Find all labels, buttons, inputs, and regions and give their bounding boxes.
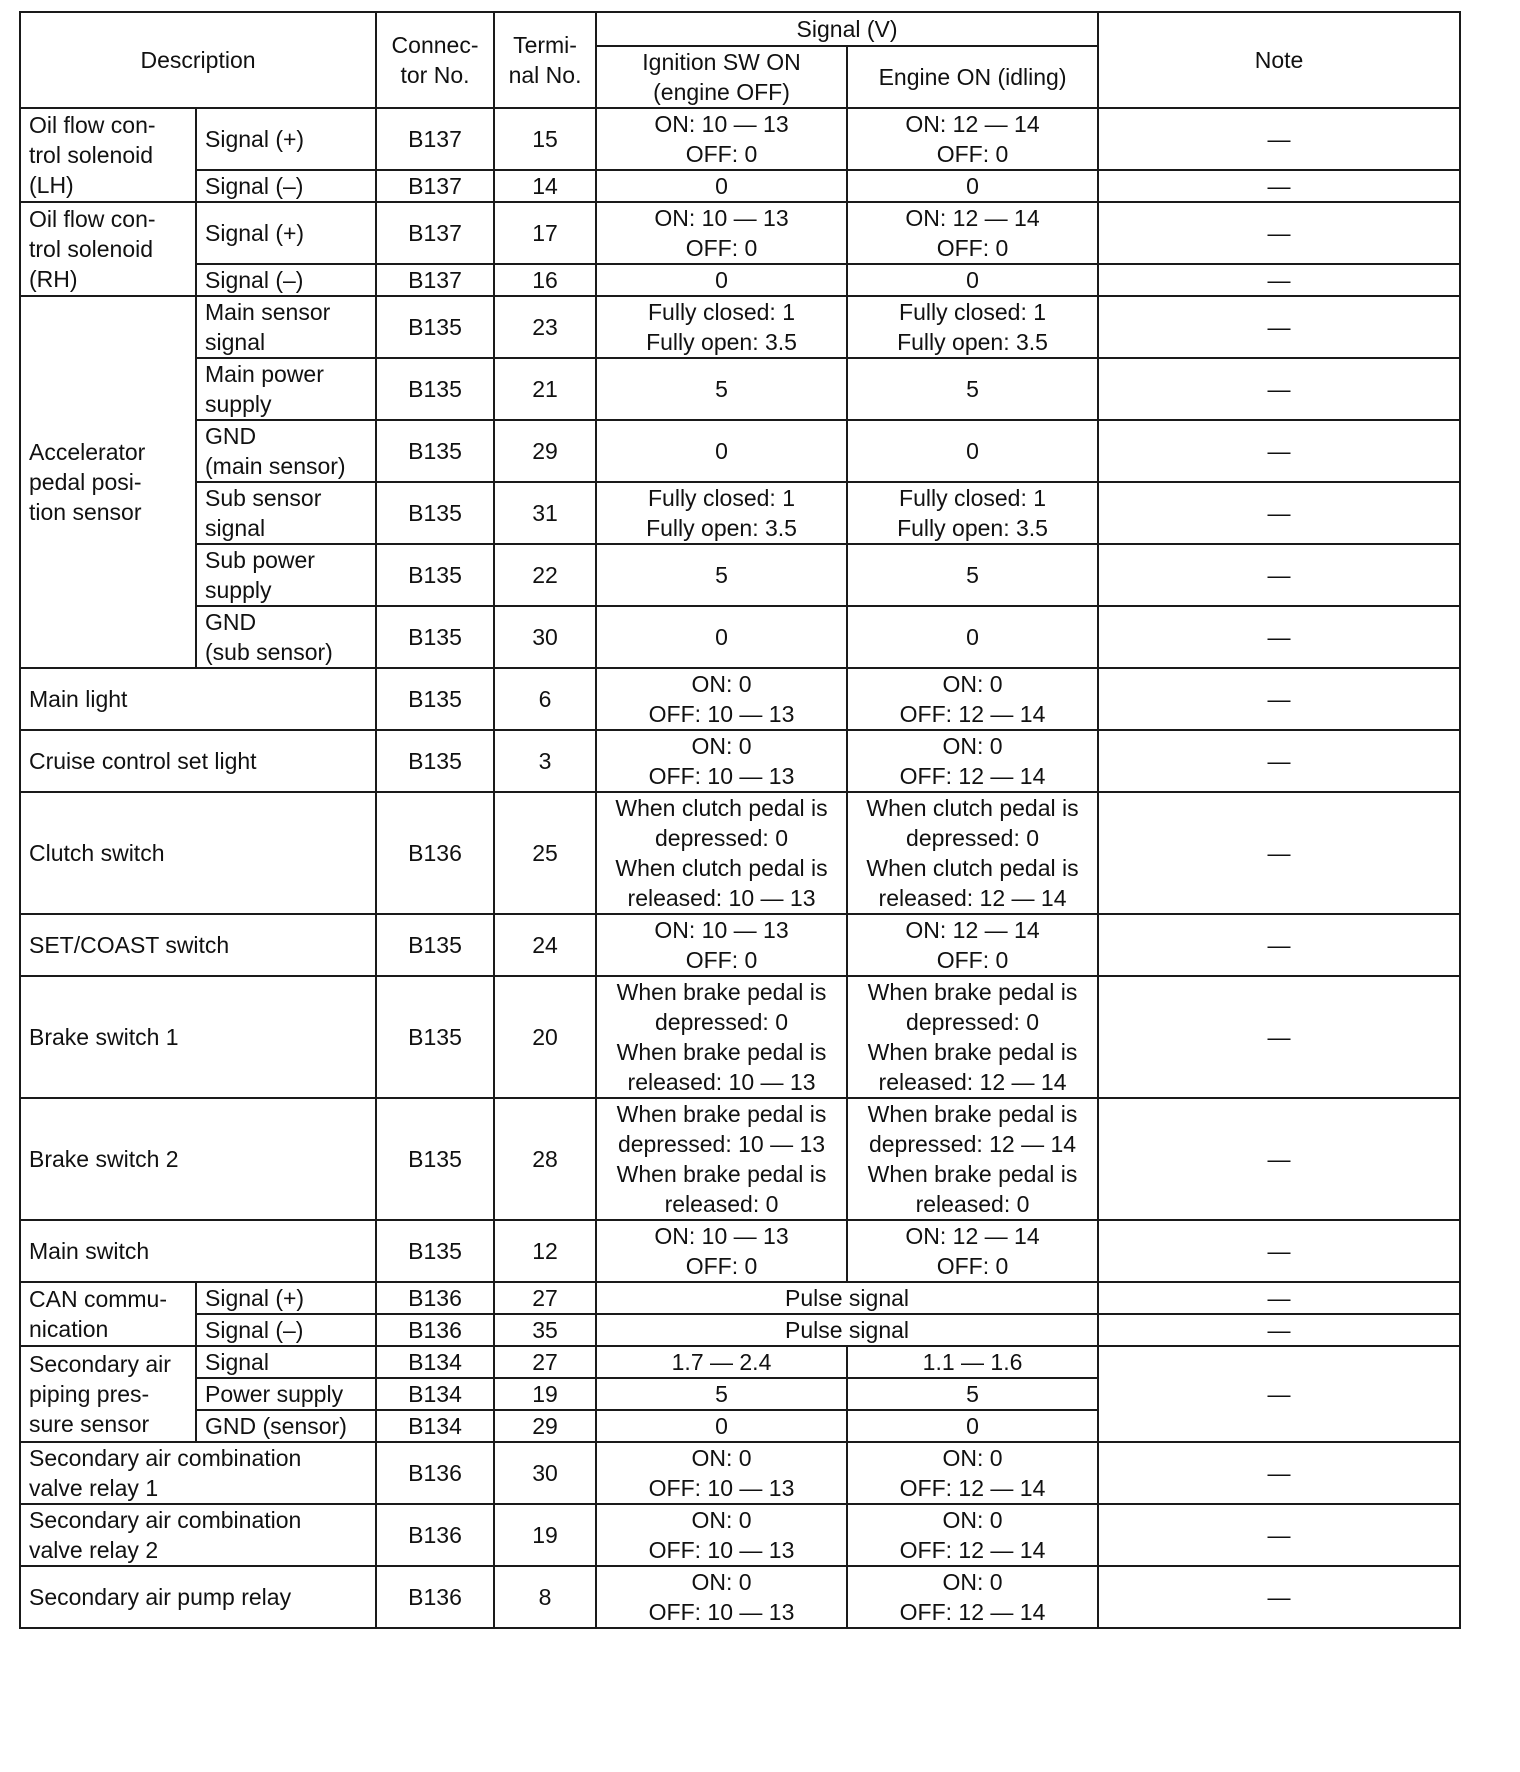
- table-row: [20, 108, 1460, 170]
- note-cell: —: [1098, 358, 1460, 420]
- connector-cell: B135: [376, 730, 494, 792]
- connector-cell: B135: [376, 358, 494, 420]
- table-row: [20, 606, 1460, 668]
- item-cell: Sub power supply: [196, 544, 376, 606]
- description-cell: Clutch switch: [20, 792, 376, 914]
- item-cell: GND (sensor): [196, 1410, 376, 1442]
- description-cell: Brake switch 2: [20, 1098, 376, 1220]
- description-cell: SET/COAST switch: [20, 914, 376, 976]
- group-cell: CAN commu- nication: [20, 1282, 196, 1346]
- ignition-on-cell: ON: 0 OFF: 10 — 13: [596, 1566, 847, 1628]
- connector-cell: B135: [376, 296, 494, 358]
- header-ignition-on: Ignition SW ON (engine OFF): [596, 46, 847, 108]
- description-cell: Brake switch 1: [20, 976, 376, 1098]
- connector-cell: B135: [376, 1220, 494, 1282]
- terminal-cell: 22: [494, 544, 596, 606]
- engine-on-cell: 1.1 — 1.6: [847, 1346, 1098, 1378]
- terminal-cell: 30: [494, 606, 596, 668]
- connector-cell: B135: [376, 976, 494, 1098]
- engine-on-cell: 5: [847, 358, 1098, 420]
- note-cell: —: [1098, 108, 1460, 170]
- ignition-on-cell: 0: [596, 606, 847, 668]
- note-cell: —: [1098, 264, 1460, 296]
- table-row: [20, 420, 1460, 482]
- terminal-cell: 21: [494, 358, 596, 420]
- table-row: [20, 358, 1460, 420]
- table-row: [20, 544, 1460, 606]
- connector-cell: B135: [376, 482, 494, 544]
- table-row: [20, 730, 1460, 792]
- table-row: [20, 1442, 1460, 1504]
- item-cell: Signal: [196, 1346, 376, 1378]
- table-row: [20, 1504, 1460, 1566]
- note-cell: —: [1098, 1504, 1460, 1566]
- connector-cell: B135: [376, 1098, 494, 1220]
- engine-on-cell: When brake pedal is depressed: 12 — 14 When brake pedal is released: 0: [847, 1098, 1098, 1220]
- group-cell: Oil flow con- trol solenoid (RH): [20, 202, 196, 296]
- ignition-on-cell: 5: [596, 544, 847, 606]
- note-cell: —: [1098, 1346, 1460, 1442]
- item-cell: Power supply: [196, 1378, 376, 1410]
- note-cell: —: [1098, 606, 1460, 668]
- group-cell: Accelerator pedal posi- tion sensor: [20, 296, 196, 668]
- ignition-on-cell: ON: 0 OFF: 10 — 13: [596, 1442, 847, 1504]
- connector-cell: B137: [376, 170, 494, 202]
- ignition-on-cell: ON: 0 OFF: 10 — 13: [596, 668, 847, 730]
- note-cell: —: [1098, 482, 1460, 544]
- description-cell: Secondary air pump relay: [20, 1566, 376, 1628]
- engine-on-cell: When clutch pedal is depressed: 0 When clutch pedal is released: 12 — 14: [847, 792, 1098, 914]
- ignition-on-cell: Fully closed: 1 Fully open: 3.5: [596, 482, 847, 544]
- table-row: [20, 1314, 1460, 1346]
- terminal-cell: 12: [494, 1220, 596, 1282]
- connector-cell: B134: [376, 1410, 494, 1442]
- terminal-cell: 3: [494, 730, 596, 792]
- connector-cell: B136: [376, 1442, 494, 1504]
- engine-on-cell: ON: 0 OFF: 12 — 14: [847, 1566, 1098, 1628]
- ignition-on-cell: ON: 10 — 13 OFF: 0: [596, 1220, 847, 1282]
- connector-cell: B136: [376, 1282, 494, 1314]
- terminal-cell: 28: [494, 1098, 596, 1220]
- note-cell: —: [1098, 1098, 1460, 1220]
- table-row: [20, 914, 1460, 976]
- description-cell: Main switch: [20, 1220, 376, 1282]
- engine-on-cell: Fully closed: 1 Fully open: 3.5: [847, 482, 1098, 544]
- note-cell: —: [1098, 296, 1460, 358]
- connector-cell: B136: [376, 1566, 494, 1628]
- note-cell: —: [1098, 792, 1460, 914]
- connector-cell: B137: [376, 202, 494, 264]
- table-row: [20, 1282, 1460, 1314]
- table-body: [20, 108, 1460, 1628]
- ignition-on-cell: 0: [596, 1410, 847, 1442]
- header-description: Description: [20, 12, 376, 108]
- connector-cell: B134: [376, 1378, 494, 1410]
- table-row: [20, 668, 1460, 730]
- ignition-on-cell: When brake pedal is depressed: 10 — 13 When brake pedal is released: 0: [596, 1098, 847, 1220]
- engine-on-cell: Fully closed: 1 Fully open: 3.5: [847, 296, 1098, 358]
- table-row: [20, 792, 1460, 914]
- ignition-on-cell: 0: [596, 420, 847, 482]
- terminal-cell: 23: [494, 296, 596, 358]
- terminal-cell: 30: [494, 1442, 596, 1504]
- note-cell: —: [1098, 1566, 1460, 1628]
- description-cell: Cruise control set light: [20, 730, 376, 792]
- header-terminal: Termi- nal No.: [494, 12, 596, 108]
- terminal-cell: 8: [494, 1566, 596, 1628]
- connector-cell: B137: [376, 264, 494, 296]
- terminal-cell: 15: [494, 108, 596, 170]
- ignition-on-cell: When clutch pedal is depressed: 0 When clutch pedal is released: 10 — 13: [596, 792, 847, 914]
- connector-cell: B135: [376, 606, 494, 668]
- connector-cell: B135: [376, 544, 494, 606]
- engine-on-cell: ON: 0 OFF: 12 — 14: [847, 1504, 1098, 1566]
- terminal-cell: 17: [494, 202, 596, 264]
- header-connector: Connec- tor No.: [376, 12, 494, 108]
- engine-on-cell: 0: [847, 1410, 1098, 1442]
- signal-cell: Pulse signal: [596, 1282, 1098, 1314]
- note-cell: —: [1098, 668, 1460, 730]
- terminal-cell: 25: [494, 792, 596, 914]
- table-row: [20, 976, 1460, 1098]
- terminal-cell: 31: [494, 482, 596, 544]
- item-cell: GND (main sensor): [196, 420, 376, 482]
- item-cell: Signal (+): [196, 108, 376, 170]
- table-row: [20, 1346, 1460, 1378]
- ignition-on-cell: ON: 10 — 13 OFF: 0: [596, 108, 847, 170]
- ignition-on-cell: 0: [596, 170, 847, 202]
- table-row: [20, 1220, 1460, 1282]
- group-cell: Secondary air piping pres- sure sensor: [20, 1346, 196, 1442]
- note-cell: —: [1098, 1220, 1460, 1282]
- terminal-cell: 19: [494, 1504, 596, 1566]
- terminal-cell: 35: [494, 1314, 596, 1346]
- connector-cell: B137: [376, 108, 494, 170]
- engine-on-cell: When brake pedal is depressed: 0 When brake pedal is released: 12 — 14: [847, 976, 1098, 1098]
- engine-on-cell: ON: 0 OFF: 12 — 14: [847, 730, 1098, 792]
- connector-cell: B135: [376, 914, 494, 976]
- terminal-cell: 19: [494, 1378, 596, 1410]
- table-row: [20, 1566, 1460, 1628]
- header-engine-on: Engine ON (idling): [847, 46, 1098, 108]
- table-row: [20, 1098, 1460, 1220]
- item-cell: Signal (+): [196, 1282, 376, 1314]
- engine-on-cell: 5: [847, 1378, 1098, 1410]
- signal-cell: Pulse signal: [596, 1314, 1098, 1346]
- note-cell: —: [1098, 914, 1460, 976]
- group-cell: Oil flow con- trol solenoid (LH): [20, 108, 196, 202]
- note-cell: —: [1098, 544, 1460, 606]
- ignition-on-cell: ON: 10 — 13 OFF: 0: [596, 914, 847, 976]
- table-row: [20, 202, 1460, 264]
- ignition-on-cell: 5: [596, 1378, 847, 1410]
- engine-on-cell: 0: [847, 606, 1098, 668]
- header-signal: Signal (V): [596, 12, 1098, 46]
- engine-on-cell: 0: [847, 420, 1098, 482]
- header-note: Note: [1098, 12, 1460, 108]
- engine-on-cell: ON: 12 — 14 OFF: 0: [847, 1220, 1098, 1282]
- ignition-on-cell: Fully closed: 1 Fully open: 3.5: [596, 296, 847, 358]
- ignition-on-cell: 5: [596, 358, 847, 420]
- item-cell: Signal (–): [196, 170, 376, 202]
- table-row: [20, 264, 1460, 296]
- terminal-cell: 24: [494, 914, 596, 976]
- engine-on-cell: ON: 12 — 14 OFF: 0: [847, 108, 1098, 170]
- terminal-cell: 27: [494, 1346, 596, 1378]
- connector-cell: B135: [376, 668, 494, 730]
- description-cell: Secondary air combination valve relay 2: [20, 1504, 376, 1566]
- description-cell: Secondary air combination valve relay 1: [20, 1442, 376, 1504]
- table-row: [20, 170, 1460, 202]
- header-row: [20, 12, 1460, 46]
- item-cell: Signal (–): [196, 1314, 376, 1346]
- engine-on-cell: ON: 12 — 14 OFF: 0: [847, 914, 1098, 976]
- ignition-on-cell: When brake pedal is depressed: 0 When brake pedal is released: 10 — 13: [596, 976, 847, 1098]
- ignition-on-cell: 1.7 — 2.4: [596, 1346, 847, 1378]
- note-cell: —: [1098, 420, 1460, 482]
- note-cell: —: [1098, 202, 1460, 264]
- description-cell: Main light: [20, 668, 376, 730]
- connector-cell: B136: [376, 1504, 494, 1566]
- item-cell: Main sensor signal: [196, 296, 376, 358]
- table-row: [20, 296, 1460, 358]
- engine-on-cell: ON: 0 OFF: 12 — 14: [847, 668, 1098, 730]
- terminal-cell: 27: [494, 1282, 596, 1314]
- ignition-on-cell: ON: 10 — 13 OFF: 0: [596, 202, 847, 264]
- terminal-cell: 20: [494, 976, 596, 1098]
- note-cell: —: [1098, 170, 1460, 202]
- terminal-cell: 29: [494, 420, 596, 482]
- connector-cell: B136: [376, 1314, 494, 1346]
- connector-cell: B136: [376, 792, 494, 914]
- terminal-cell: 29: [494, 1410, 596, 1442]
- ignition-on-cell: ON: 0 OFF: 10 — 13: [596, 1504, 847, 1566]
- connector-cell: B135: [376, 420, 494, 482]
- table-row: [20, 482, 1460, 544]
- engine-on-cell: ON: 0 OFF: 12 — 14: [847, 1442, 1098, 1504]
- note-cell: —: [1098, 1442, 1460, 1504]
- note-cell: —: [1098, 976, 1460, 1098]
- note-cell: —: [1098, 730, 1460, 792]
- engine-on-cell: 0: [847, 170, 1098, 202]
- terminal-signal-table: [19, 11, 1461, 1629]
- note-cell: —: [1098, 1282, 1460, 1314]
- item-cell: Main power supply: [196, 358, 376, 420]
- item-cell: Signal (+): [196, 202, 376, 264]
- engine-on-cell: 5: [847, 544, 1098, 606]
- item-cell: GND (sub sensor): [196, 606, 376, 668]
- terminal-cell: 14: [494, 170, 596, 202]
- terminal-cell: 6: [494, 668, 596, 730]
- item-cell: Signal (–): [196, 264, 376, 296]
- ignition-on-cell: 0: [596, 264, 847, 296]
- ignition-on-cell: ON: 0 OFF: 10 — 13: [596, 730, 847, 792]
- engine-on-cell: 0: [847, 264, 1098, 296]
- item-cell: Sub sensor signal: [196, 482, 376, 544]
- note-cell: —: [1098, 1314, 1460, 1346]
- terminal-cell: 16: [494, 264, 596, 296]
- engine-on-cell: ON: 12 — 14 OFF: 0: [847, 202, 1098, 264]
- connector-cell: B134: [376, 1346, 494, 1378]
